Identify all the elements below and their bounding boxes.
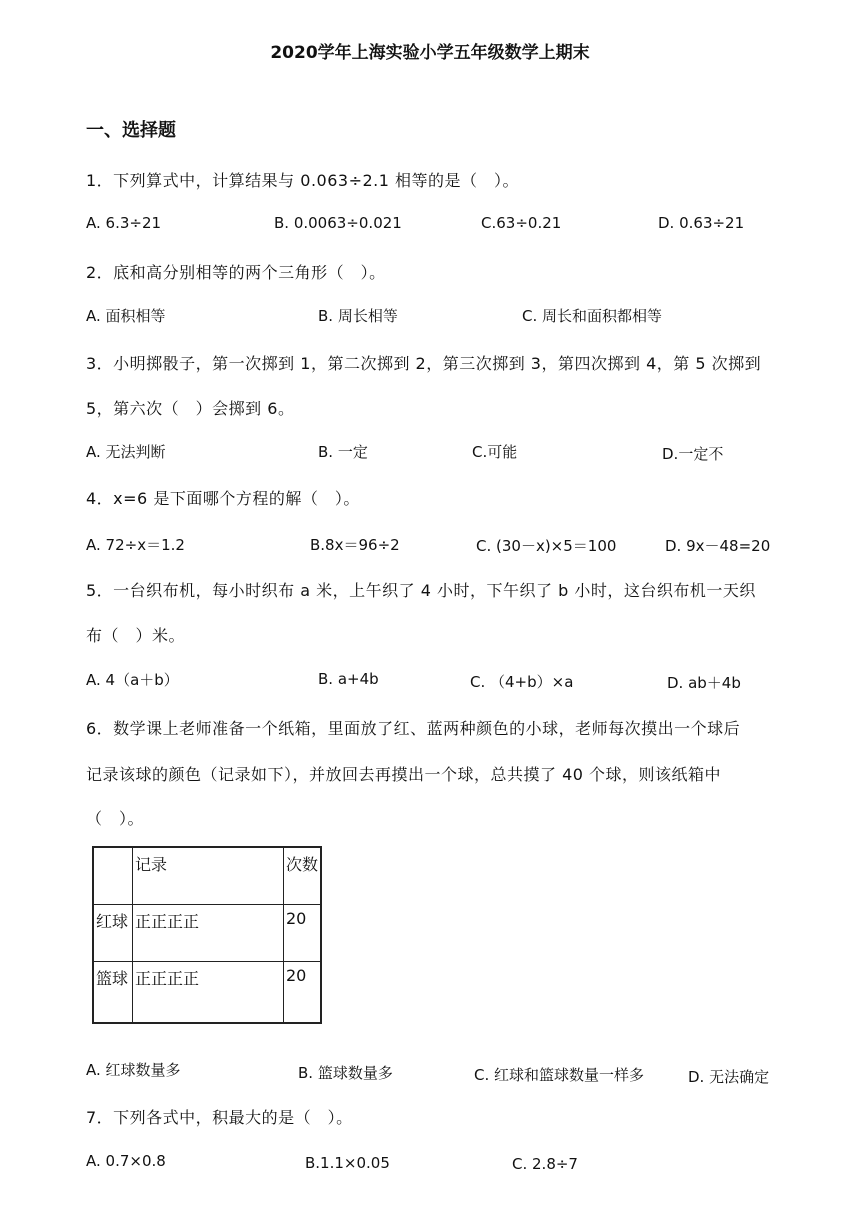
table-row: [93, 962, 321, 1024]
q7-option-c: C. 2.8÷7: [512, 1155, 578, 1173]
q3-option-d: D.一定不: [662, 445, 724, 463]
q4-option-c: C. (30－x)×5＝100: [476, 537, 617, 555]
question-1: 1．下列算式中，计算结果与 0.063÷2.1 相等的是（ ）。: [86, 171, 520, 190]
q4-option-a: A. 72÷x＝1.2: [86, 536, 185, 554]
q4-option-b: B.8x＝96÷2: [310, 536, 400, 554]
section-heading: 一、选择题: [86, 120, 176, 141]
q5-option-b: B. a+4b: [318, 670, 379, 688]
question-3-line-2: 5，第六次（ ）会掷到 6。: [86, 399, 295, 418]
q7-option-a: A. 0.7×0.8: [86, 1152, 166, 1170]
table-row: [93, 905, 321, 962]
q2-option-a: A. 面积相等: [86, 307, 166, 325]
question-4: 4．x=6 是下面哪个方程的解（ ）。: [86, 489, 360, 508]
table-header-count: 次数: [284, 847, 322, 905]
q1-option-c: C.63÷0.21: [481, 214, 562, 232]
q5-option-a: A. 4（a＋b）: [86, 671, 179, 689]
q3-option-b: B. 一定: [318, 443, 368, 461]
question-5-line-2: 布（ ）米。: [86, 626, 186, 645]
q1-option-b: B. 0.0063÷0.021: [274, 214, 402, 232]
q6-option-c: C. 红球和篮球数量一样多: [474, 1066, 645, 1084]
row-record: 正正正正: [133, 905, 284, 962]
question-6-line-1: 6．数学课上老师准备一个纸箱，里面放了红、蓝两种颜色的小球，老师每次摸出一个球后: [86, 719, 741, 738]
q3-option-c: C.可能: [472, 443, 518, 461]
q1-option-d: D. 0.63÷21: [658, 214, 745, 232]
q2-option-c: C. 周长和面积都相等: [522, 307, 663, 325]
question-6-line-2: 记录该球的颜色（记录如下），并放回去再摸出一个球，总共摸了 40 个球，则该纸箱中: [86, 765, 722, 784]
row-label: 篮球: [93, 962, 133, 1024]
q5-option-d: D. ab＋4b: [667, 674, 741, 692]
question-3-line-1: 3．小明掷骰子，第一次掷到 1，第二次掷到 2，第三次掷到 3，第四次掷到 4，第 5 次掷到: [86, 354, 762, 373]
record-table: [92, 846, 322, 1024]
q2-option-b: B. 周长相等: [318, 307, 398, 325]
table-header-row: [93, 847, 321, 905]
q5-option-c: C. （4+b）×a: [470, 673, 574, 691]
q6-option-a: A. 红球数量多: [86, 1061, 181, 1079]
q7-option-b: B.1.1×0.05: [305, 1154, 390, 1172]
question-2: 2．底和高分别相等的两个三角形（ ）。: [86, 263, 386, 282]
row-count: 20: [284, 962, 322, 1024]
row-count: 20: [284, 905, 322, 962]
q1-option-a: A. 6.3÷21: [86, 214, 162, 232]
row-record: 正正正正: [133, 962, 284, 1024]
page-title: 2020学年上海实验小学五年级数学上期末: [270, 43, 590, 63]
row-label: 红球: [93, 905, 133, 962]
q6-option-b: B. 篮球数量多: [298, 1064, 393, 1082]
q6-option-d: D. 无法确定: [688, 1068, 770, 1086]
q4-option-d: D. 9x－48=20: [665, 537, 771, 555]
table-header-cell: [93, 847, 133, 905]
q3-option-a: A. 无法判断: [86, 443, 166, 461]
table-header-record: 记录: [133, 847, 284, 905]
question-6-line-3: （ ）。: [86, 809, 145, 828]
question-7: 7．下列各式中，积最大的是（ ）。: [86, 1108, 353, 1127]
question-5-line-1: 5．一台织布机，每小时织布 a 米，上午织了 4 小时，下午织了 b 小时，这台织布机一天织: [86, 581, 756, 600]
